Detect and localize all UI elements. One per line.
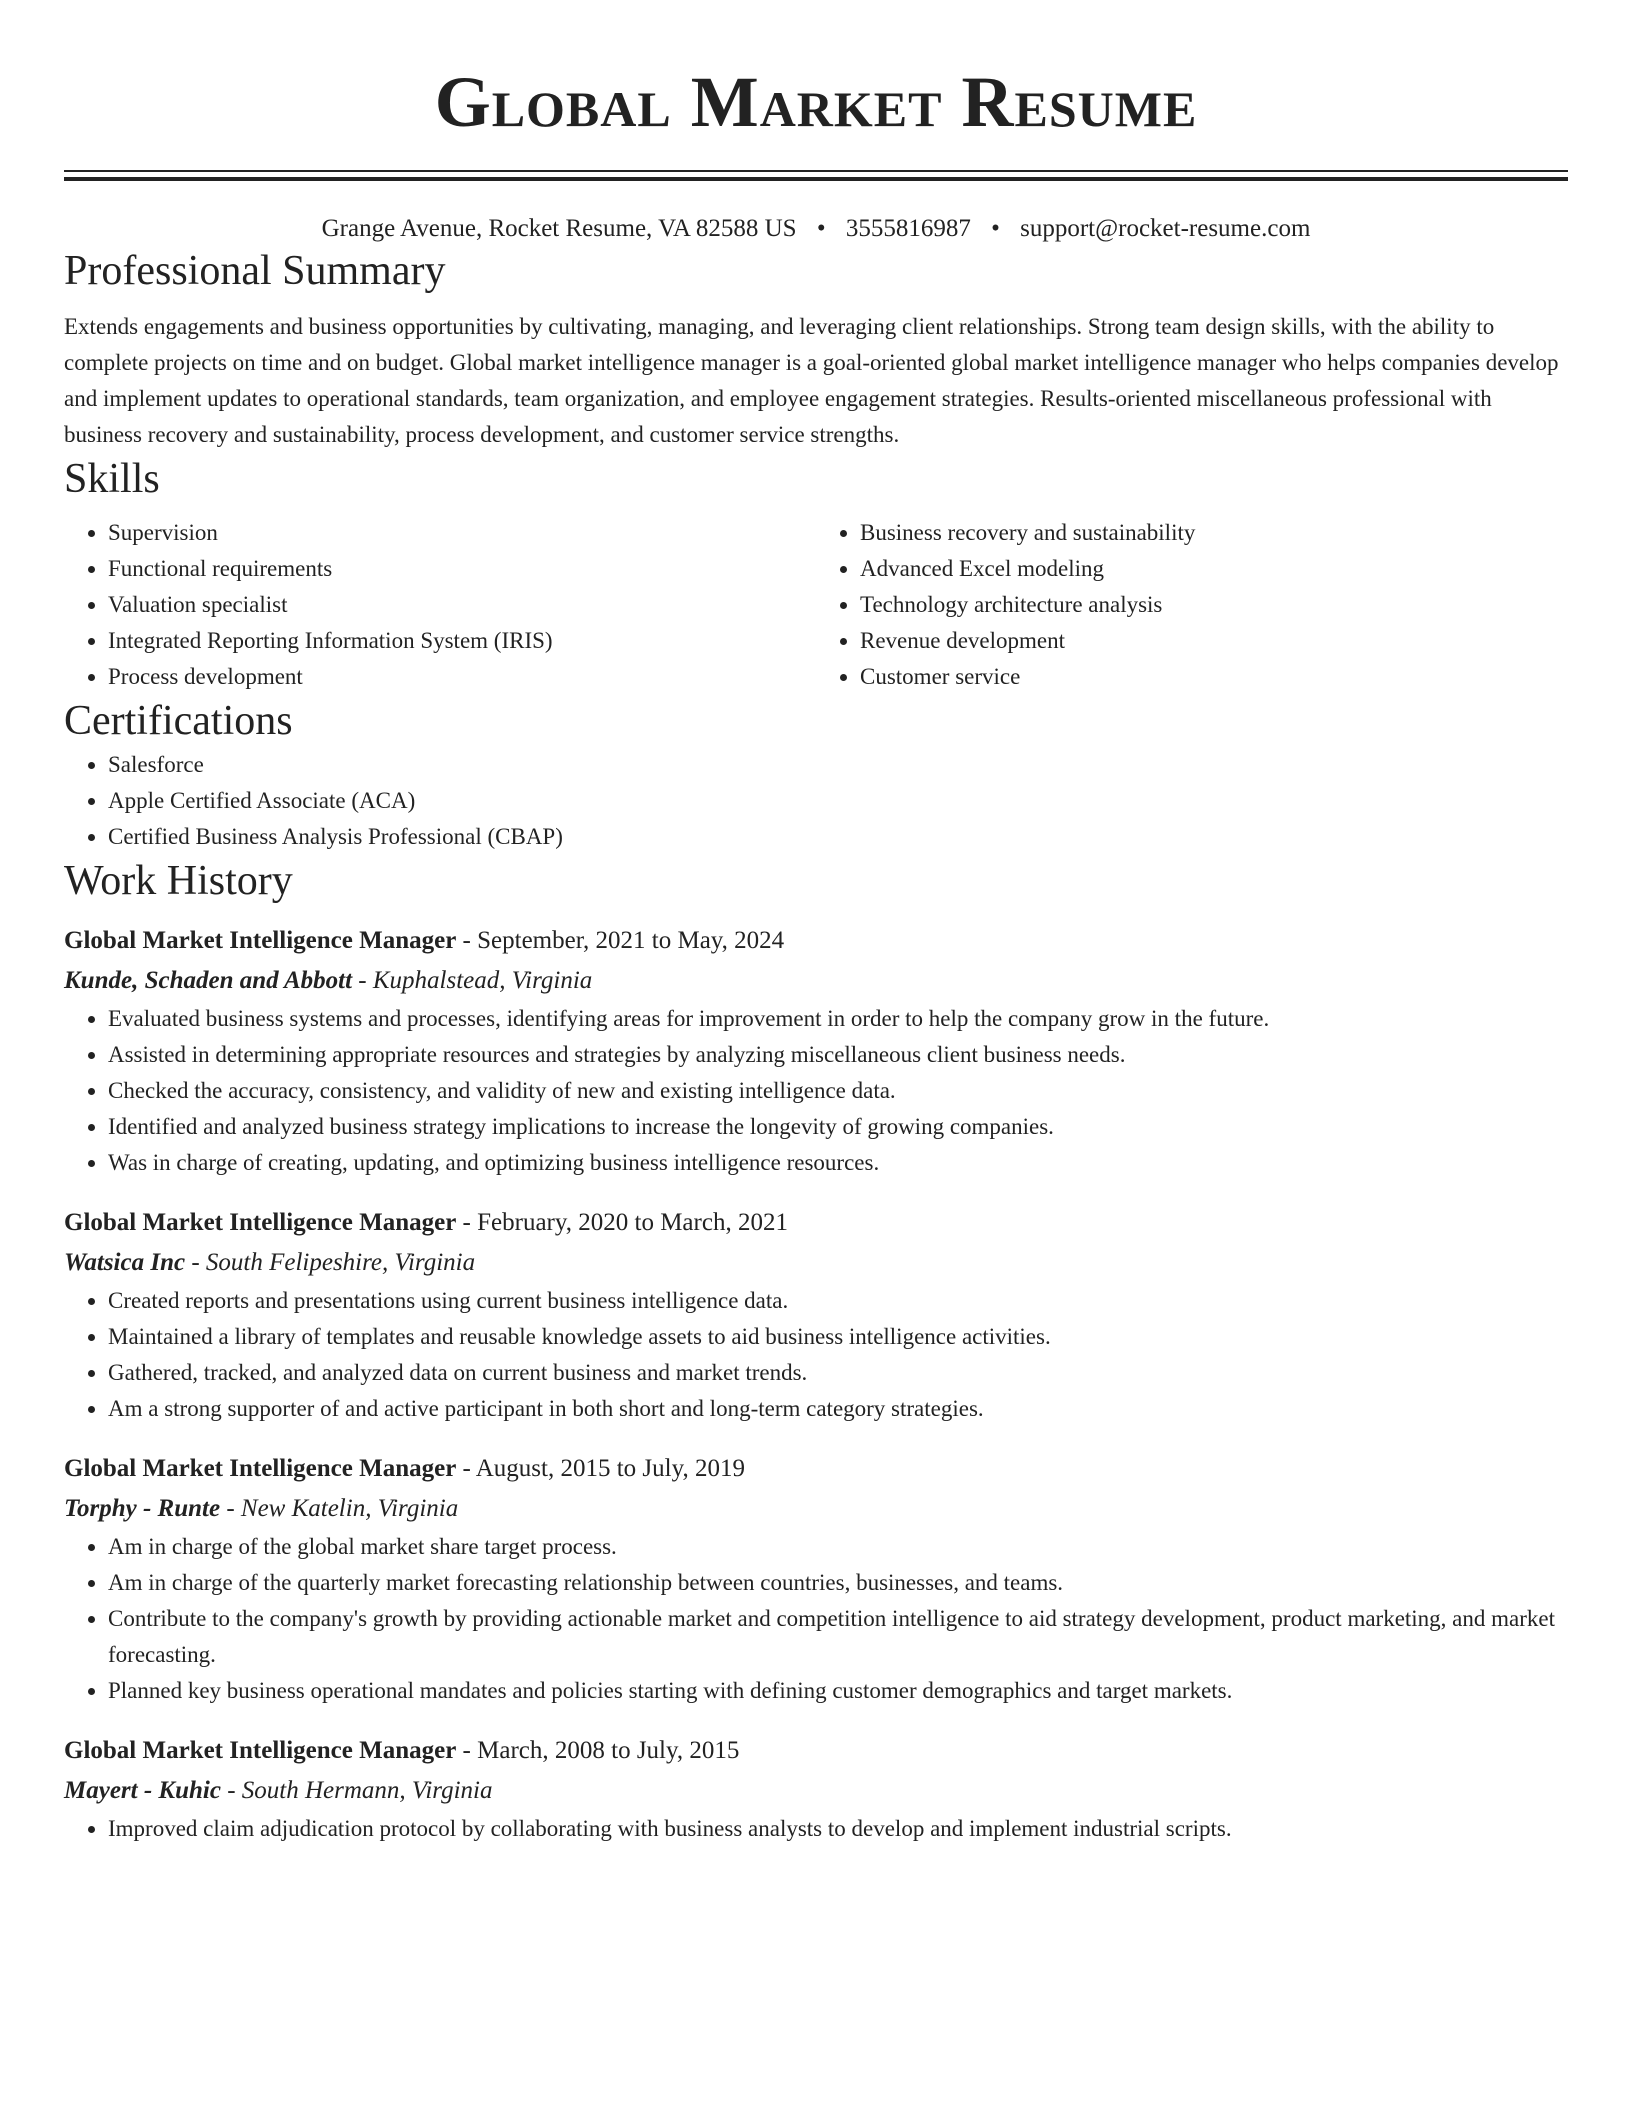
job-entry <box>64 921 1568 1181</box>
job-company-line <box>64 1243 1568 1283</box>
job-bullet: • Am a strong supporter of and active participant in both short and long-term category strategies. <box>108 1391 1568 1427</box>
skill-item: • Valuation specialist <box>108 587 816 623</box>
skill-item: • Advanced Excel modeling <box>860 551 1568 587</box>
job-dash: - <box>227 1777 242 1804</box>
skill-item: • Process development <box>108 659 816 695</box>
contact-address: Grange Avenue, Rocket Resume, VA 82588 US <box>321 215 797 242</box>
skill-item: • Customer service <box>860 659 1568 695</box>
job-bullet: • Improved claim adjudication protocol by collaborating with business analysts to develop and implement industrial scripts. <box>108 1811 1568 1847</box>
contact-line <box>64 213 1568 245</box>
contact-email: support@rocket-resume.com <box>1020 215 1311 242</box>
job-bullet: • Contribute to the company's growth by providing actionable market and competition intelligence to aid strategy development, product marketing, and market forecasting. <box>108 1601 1568 1673</box>
job-bullet: • Am in charge of the quarterly market forecasting relationship between countries, businesses, and teams. <box>108 1565 1568 1601</box>
job-location: South Hermann, Virginia <box>241 1777 493 1804</box>
job-company: Kunde, Schaden and Abbott <box>64 967 353 994</box>
job-company-line <box>64 1489 1568 1529</box>
job-bullet: • Checked the accuracy, consistency, and validity of new and existing intelligence data. <box>108 1073 1568 1109</box>
job-entry <box>64 1203 1568 1427</box>
job-title-line <box>64 1449 1568 1489</box>
job-title-line <box>64 1203 1568 1243</box>
job-company: Mayert - Kuhic <box>64 1777 221 1804</box>
title-divider-thick <box>64 177 1568 181</box>
job-company: Watsica Inc <box>64 1249 186 1276</box>
job-dash: - <box>462 1737 478 1764</box>
job-company-line <box>64 1771 1568 1811</box>
job-company-line <box>64 961 1568 1001</box>
work-history-heading: Work History <box>64 858 293 904</box>
job-entry <box>64 1731 1568 1847</box>
job-bullet: • Planned key business operational mandates and policies starting with defining customer demographics and target markets. <box>108 1673 1568 1709</box>
job-bullets <box>64 1811 1568 1847</box>
skill-item: • Business recovery and sustainability <box>860 515 1568 551</box>
job-bullets <box>64 1529 1568 1709</box>
job-title: Global Market Intelligence Manager <box>64 1209 457 1236</box>
job-company: Torphy - Runte <box>64 1495 221 1522</box>
job-dash: - <box>462 1209 478 1236</box>
resume-title: Global Market Resume <box>434 62 1198 142</box>
job-bullets <box>64 1283 1568 1427</box>
skills-grid <box>64 515 1568 695</box>
job-dates: August, 2015 to July, 2019 <box>475 1455 745 1482</box>
skill-item: • Technology architecture analysis <box>860 587 1568 623</box>
skills-column-right <box>816 515 1568 695</box>
skills-list-right <box>816 515 1568 695</box>
contact-phone: 3555816987 <box>845 215 971 242</box>
title-divider <box>64 170 1568 172</box>
job-dash: - <box>358 967 373 994</box>
skills-list-left <box>64 515 816 695</box>
skills-column-left <box>64 515 816 695</box>
skill-item: • Integrated Reporting Information System (IRIS) <box>108 623 816 659</box>
job-dates: March, 2008 to July, 2015 <box>477 1737 740 1764</box>
job-title: Global Market Intelligence Manager <box>64 1737 457 1764</box>
job-title: Global Market Intelligence Manager <box>64 1455 457 1482</box>
job-dash: - <box>462 1455 476 1482</box>
certifications-list <box>64 747 1568 855</box>
job-bullet: • Was in charge of creating, updating, and optimizing business intelligence resources. <box>108 1145 1568 1181</box>
certification-item: • Salesforce <box>108 747 1568 783</box>
job-dash: - <box>191 1249 206 1276</box>
job-title: Global Market Intelligence Manager <box>64 927 457 954</box>
job-bullet: • Evaluated business systems and processes, identifying areas for improvement in order to help the company grow in the future. <box>108 1001 1568 1037</box>
job-title-line <box>64 1731 1568 1771</box>
job-bullet: • Maintained a library of templates and reusable knowledge assets to aid business intelligence activities. <box>108 1319 1568 1355</box>
job-dash: - <box>226 1495 241 1522</box>
job-entry <box>64 1449 1568 1709</box>
skills-heading: Skills <box>64 456 160 502</box>
contact-separator: • <box>991 215 1000 242</box>
job-bullet: • Am in charge of the global market share target process. <box>108 1529 1568 1565</box>
certifications-heading: Certifications <box>64 698 293 744</box>
job-dates: September, 2021 to May, 2024 <box>477 927 785 954</box>
contact-separator: • <box>816 215 826 242</box>
job-dash: - <box>462 927 478 954</box>
job-location: South Felipeshire, Virginia <box>205 1249 476 1276</box>
job-bullet: • Assisted in determining appropriate resources and strategies by analyzing miscellaneous client business needs. <box>108 1037 1568 1073</box>
summary-text: Extends engagements and business opportunities by cultivating, managing, and leveraging client relationships. Strong team design skills, with the ability to complete projects on time and on budget. Global market intelligence manager is a goal-oriented global market intelligence manager who helps companies develop and implement updates to operational standards, team organization, and employee engagement strategies. Results-oriented miscellaneous professional with business recovery and sustainability, process development, and customer service strengths. <box>64 314 1559 447</box>
job-location: Kuphalstead, Virginia <box>372 967 593 994</box>
skill-item: • Revenue development <box>860 623 1568 659</box>
job-bullets <box>64 1001 1568 1181</box>
job-title-line <box>64 921 1568 961</box>
job-bullet: • Identified and analyzed business strategy implications to increase the longevity of growing companies. <box>108 1109 1568 1145</box>
job-location: New Katelin, Virginia <box>240 1495 459 1522</box>
summary-heading: Professional Summary <box>64 248 446 294</box>
certification-item: • Certified Business Analysis Professional (CBAP) <box>108 819 1568 855</box>
skill-item: • Supervision <box>108 515 816 551</box>
skill-item: • Functional requirements <box>108 551 816 587</box>
job-dates: February, 2020 to March, 2021 <box>477 1209 788 1236</box>
job-bullet: • Gathered, tracked, and analyzed data on current business and market trends. <box>108 1355 1568 1391</box>
job-bullet: • Created reports and presentations using current business intelligence data. <box>108 1283 1568 1319</box>
certification-item: • Apple Certified Associate (ACA) <box>108 783 1568 819</box>
